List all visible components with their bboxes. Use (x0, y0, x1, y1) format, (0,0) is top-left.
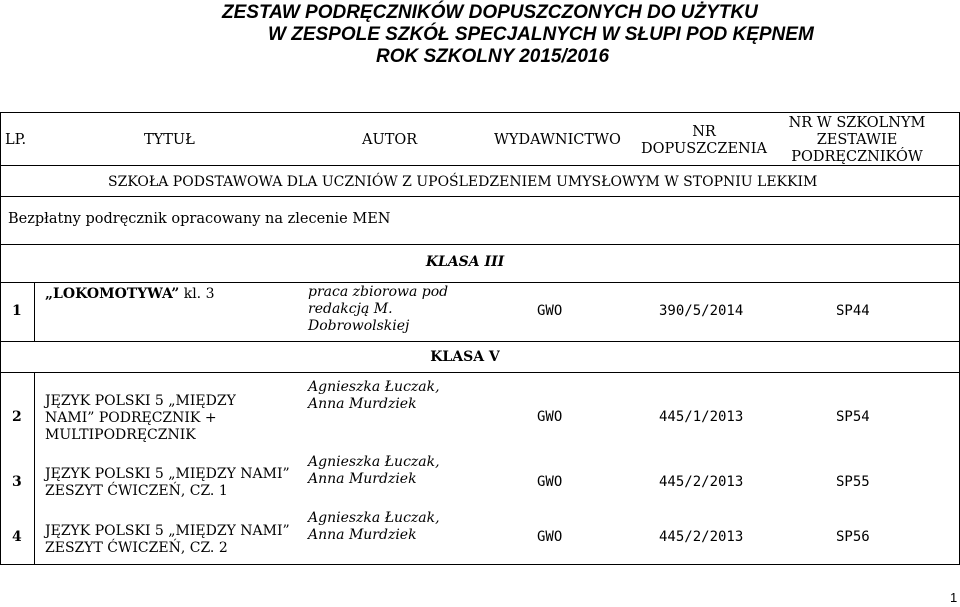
row-approval: 445/1/2013 (659, 409, 744, 425)
row-title: JĘZYK POLSKI 5 „MIĘDZY NAMI” ZESZYT ĆWICZEŃ, CZ. 2 (45, 523, 290, 556)
row-author: Agnieszka Łuczak, Anna Murdziek (308, 510, 440, 543)
row-school-no: SP44 (836, 303, 870, 319)
row-approval: 390/5/2014 (659, 303, 744, 319)
row-author: praca zbiorowa pod redakcją M. Dobrowolskiej (308, 284, 449, 334)
class-label-3: KLASA III (425, 254, 505, 270)
row-author: Agnieszka Łuczak, Anna Murdziek (308, 379, 440, 412)
row-approval: 445/2/2013 (659, 529, 744, 545)
row-lp: 1 (12, 303, 22, 319)
col-header-title: TYTUŁ (144, 132, 195, 148)
row-school-no: SP56 (836, 529, 870, 545)
row-title: „LOKOMOTYWA” kl. 3 (45, 286, 215, 302)
row-school-no: SP54 (836, 409, 870, 425)
col-header-author: AUTOR (362, 132, 418, 148)
col-header-school-no: NR W SZKOLNYM ZESTAWIE PODRĘCZNIKÓW (788, 115, 926, 165)
page-number: 1 (950, 590, 958, 605)
row-title: JĘZYK POLSKI 5 „MIĘDZY NAMI” PODRĘCZNIK + MULTIPODRĘCZNIK (45, 393, 236, 443)
row-lp: 3 (12, 474, 22, 490)
class-label-5: KLASA V (430, 349, 500, 365)
school-section-heading: SZKOŁA PODSTAWOWA DLA UCZNIÓW Z UPOŚLEDZENIEM UMYSŁOWYM W STOPNIU LEKKIM (108, 174, 818, 190)
row-school-no: SP55 (836, 474, 870, 490)
col-header-approval: NR DOPUSZCZENIA (641, 124, 767, 157)
row-lp: 4 (12, 529, 22, 545)
doc-title-line-2: W ZESPOLE SZKÓŁ SPECJALNYCH W SŁUPI POD KĘPNEM (268, 24, 814, 45)
row-lp: 2 (12, 409, 22, 425)
row-publisher: GWO (537, 303, 563, 319)
doc-title-line-1: ZESTAW PODRĘCZNIKÓW DOPUSZCZONYCH DO UŻYTKU (222, 2, 758, 23)
col-header-lp: LP. (5, 132, 27, 148)
row-publisher: GWO (537, 529, 563, 545)
row-publisher: GWO (537, 474, 563, 490)
row-publisher: GWO (537, 409, 563, 425)
doc-title-line-3: ROK SZKOLNY 2015/2016 (376, 46, 610, 67)
row-approval: 445/2/2013 (659, 474, 744, 490)
free-textbook-note: Bezpłatny podręcznik opracowany na zlecenie MEN (8, 211, 391, 227)
row-title: JĘZYK POLSKI 5 „MIĘDZY NAMI” ZESZYT ĆWICZEŃ, CZ. 1 (45, 466, 290, 499)
col-header-publisher: WYDAWNICTWO (494, 132, 621, 148)
row-author: Agnieszka Łuczak, Anna Murdziek (308, 454, 440, 487)
